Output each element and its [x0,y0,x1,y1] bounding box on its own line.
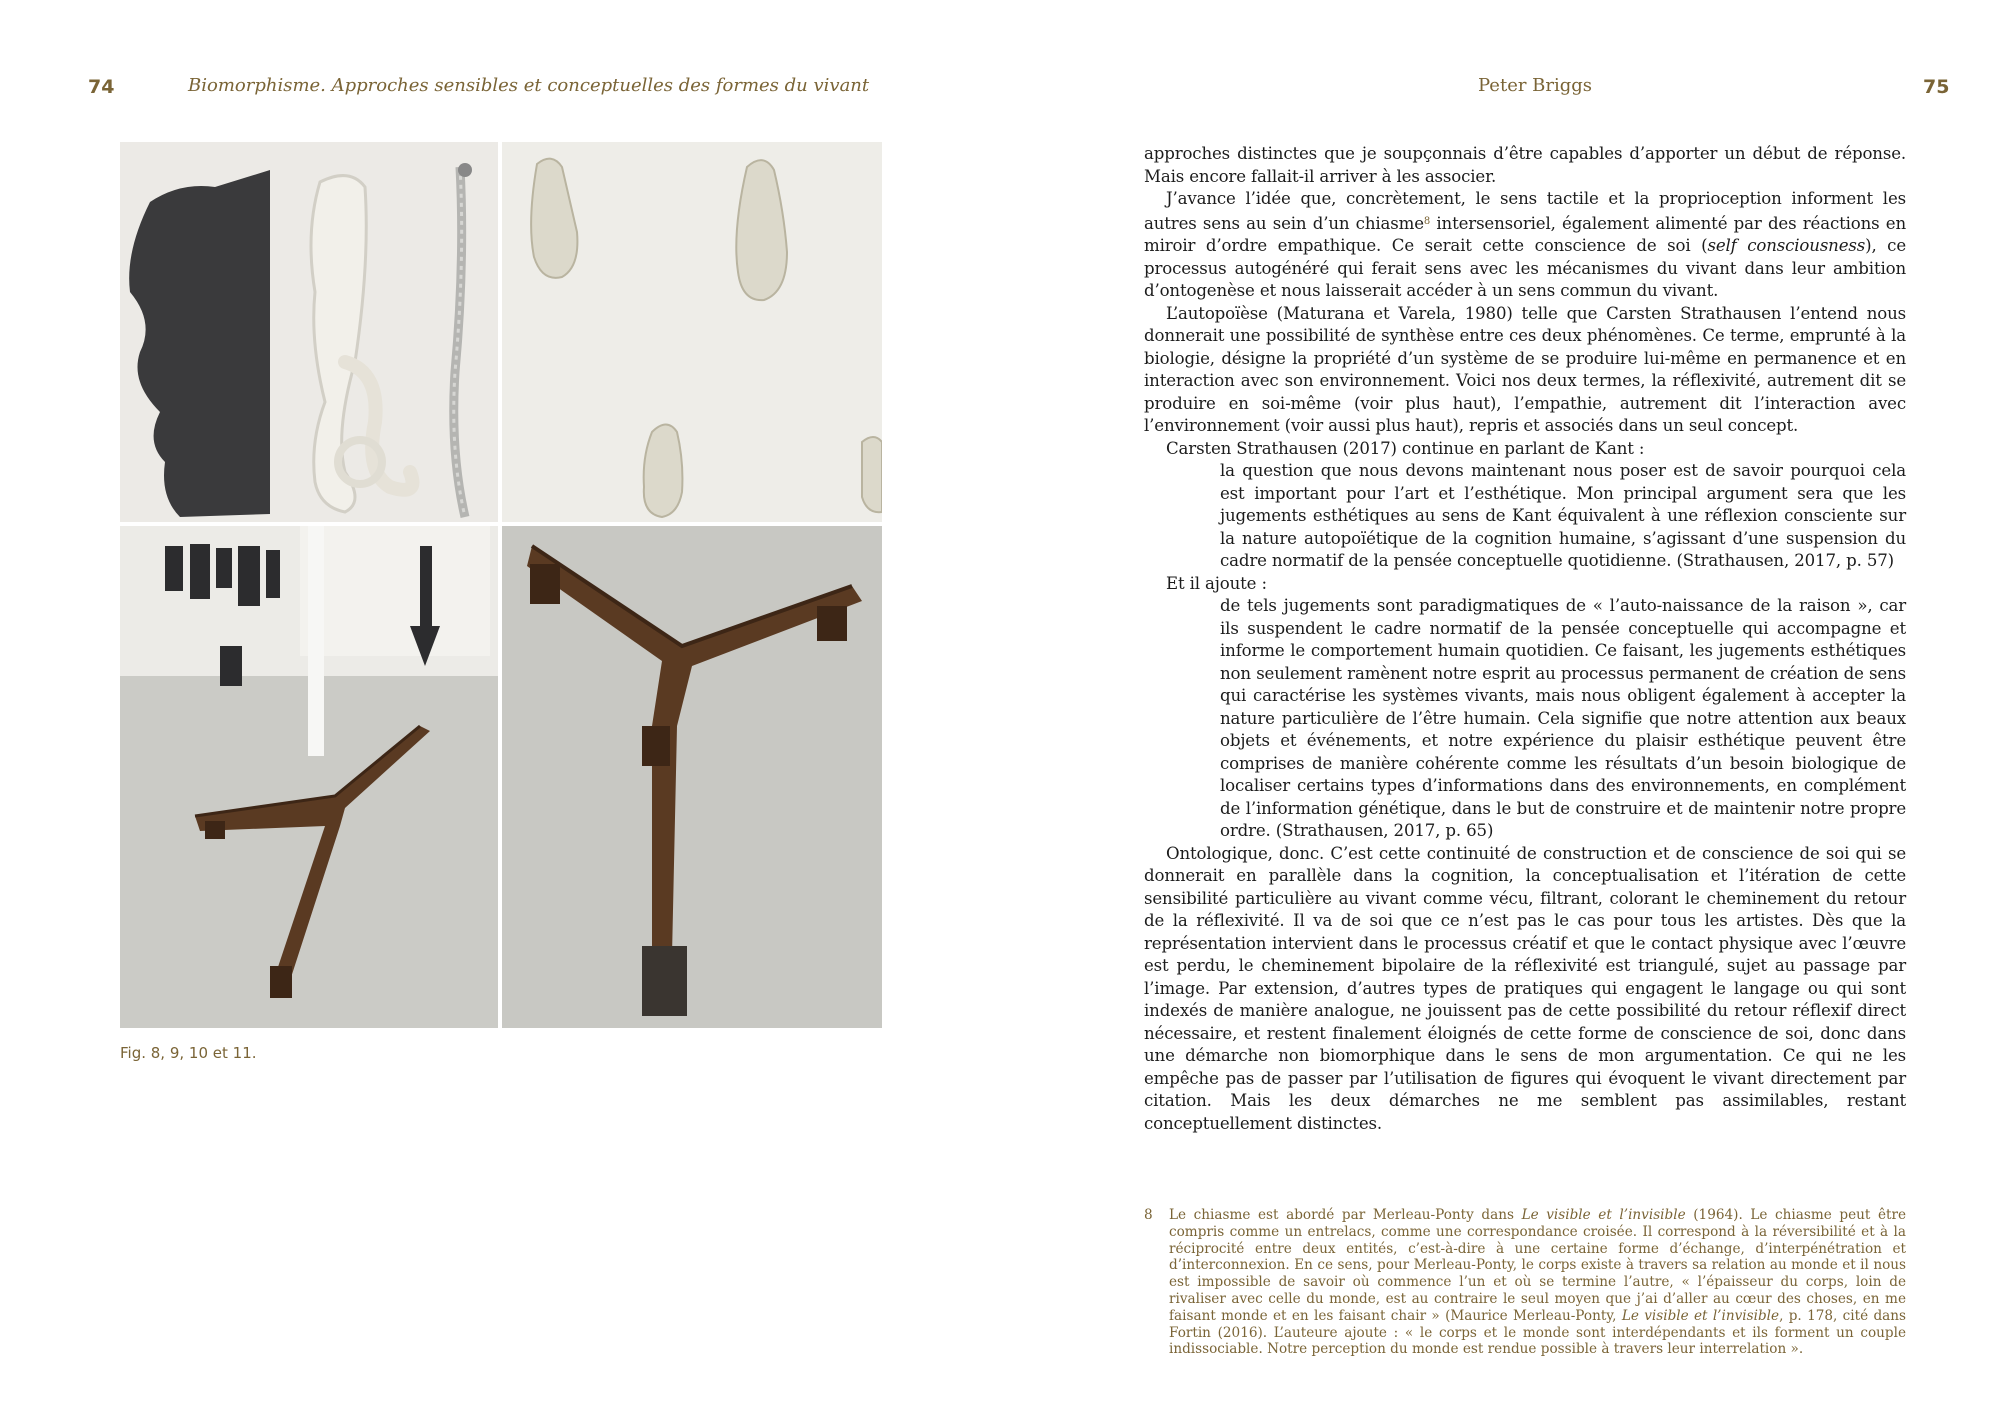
figure-9-photo [502,142,882,522]
figure-caption: Fig. 8, 9, 10 et 11. [120,1044,257,1062]
page-number: 74 [88,76,115,98]
figure-grid [120,142,882,1028]
paragraph: Et il ajoute : [1166,573,1267,593]
paragraph: J’avance l’idée que, concrètement, le sens tactile et la proprioception informent les autres sens au sein d’un chiasme$^8$ intersensoriel, également alimenté par des réactions en miroir d’ordre empathique. Ce serait cette conscience de soi (self consciousness), ce processus autogénéré qui ferait sens avec les mécanismes du vivant dans leur ambition d’ontogenèse et nous laisserait accéder à un sens commun du vivant. [1144,189,1906,300]
footnote [1144,1207,1906,1358]
paragraph: Ontologique, donc. C’est cette continuité de construction et de conscience de soi qui se donnerait en parallèle dans la cognition, la conceptualisation et l’itération de cette sensibilité particulière au vivant comme vécu, filtrant, colorant le cheminement du retour de la réflexivité. Il va de soi que ce n’est pas le cas pour tous les artistes. Dès que la représentation intervient dans le processus créatif et que le contact physique avec l’œuvre est perdu, le cheminement bipolaire de la réflexivité est triangulé, sujet au passage par l’image. Par extension, d’autres types de pratiques qui engagent le langage ou qui sont indexés de manière analogue, ne jouissent pas de cette possibilité du retour réflexif direct nécessaire, et restent finalement éloignés de cette forme de conscience de soi, donc dans une démarche non biomorphique dans le sens de mon argumentation. Ce qui ne les empêche pas de passer par l’utilisation de figures qui évoquent le vivant directement par citation. Mais les deux démarches ne me semblent pas assimilables, restant conceptuellement distinctes. [1144,843,1906,1133]
running-head-author: Peter Briggs [1478,75,1593,96]
figure-8-photo [120,142,498,522]
block-quote: la question que nous devons maintenant nous poser est de savoir pourquoi cela est important pour l’art et l’esthétique. Mon principal argument sera que les jugements esthétiques au sens de Kant équivalent à une réflexion consciente sur la nature autopoïétique de la cognition humaine, s’agissant d’une suspension du cadre normatif de la pensée conceptuelle quotidienne. (Strathausen, 2017, p. 57) [1220,461,1906,570]
figure-10-photo [120,526,498,1028]
footnote-text: Le chiasme est abordé par Merleau-Ponty dans Le visible et l’invisible (1964). Le chiasme peut être compris comme un entrelacs, comme une correspondance croisée. Il correspond à la réversibilité et à la réciprocité entre deux entités, c’est-à-dire à une certaine forme d’échange, d’interpénétration et d’interconnexion. En ce sens, pour Merleau-Ponty, le corps existe à travers sa relation au monde et il nous est impossible de savoir où commence l’un et où se termine l’autre, « l’épaisseur du corps, loin de rivaliser avec celle du monde, est au contraire le seul moyen que j’ai d’aller au cœur des choses, en me faisant monde et en les faisant chair » (Maurice Merleau-Ponty, Le visible et l’invisible, p. 178, cité dans Fortin (2016). L’auteure ajoute : « le corps et le monde sont interdépendants et ils forment un couple indissociable. Notre perception du monde est rendue possible à travers leur interrelation ». [1169,1207,1906,1358]
footnote-reference[interactable]: 8 [1423,215,1431,227]
paragraph: Carsten Strathausen (2017) continue en parlant de Kant : [1166,438,1645,458]
page-number: 75 [1923,76,1950,98]
paragraph: approches distinctes que je soupçonnais d’être capables d’apporter un début de réponse. Mais encore fallait-il arriver à les associer. [1144,144,1906,186]
right-page [1004,0,2008,1417]
block-quote: de tels jugements sont paradigmatiques de « l’auto-naissance de la raison », car ils suspendent le cadre normatif de la pensée conceptuelle qui accompagne et informe le comportement humain quotidien. Ce faisant, les jugements esthétiques non seulement ramènent notre esprit au processus permanent de création de sens qui caractérise les systèmes vivants, mais nous obligent également à accepter la nature particulière de l’être humain. Cela signifie que notre attention aux beaux objets et événements, et notre expérience du plaisir esthétique peuvent être comprises de manière cohérente comme les résultats d’un besoin biologique de localiser certains types d’informations dans des environnements, en complément de l’information génétique, dans le but de construire et de maintenir notre propre ordre. (Strathausen, 2017, p. 65) [1220,596,1906,840]
body-text [1144,143,1906,1135]
paragraph: L’autopoïèse (Maturana et Varela, 1980) telle que Carsten Strathausen l’entend nous donnerait une possibilité de synthèse entre ces deux phénomènes. Ce terme, emprunté à la biologie, désigne la propriété d’un système de se produire lui-même en permanence et en interaction avec son environnement. Voici nos deux termes, la réflexivité, autrement dit se produire en soi-même (voir plus haut), l’empathie, autrement dit l’interaction avec l’environnement (voir aussi plus haut), repris et associés dans un seul concept. [1144,303,1906,435]
running-head-title: Biomorphisme. Approches sensibles et conceptuelles des formes du vivant [188,75,870,96]
footnote-number: 8 [1144,1207,1153,1223]
figure-11-photo [502,526,882,1028]
